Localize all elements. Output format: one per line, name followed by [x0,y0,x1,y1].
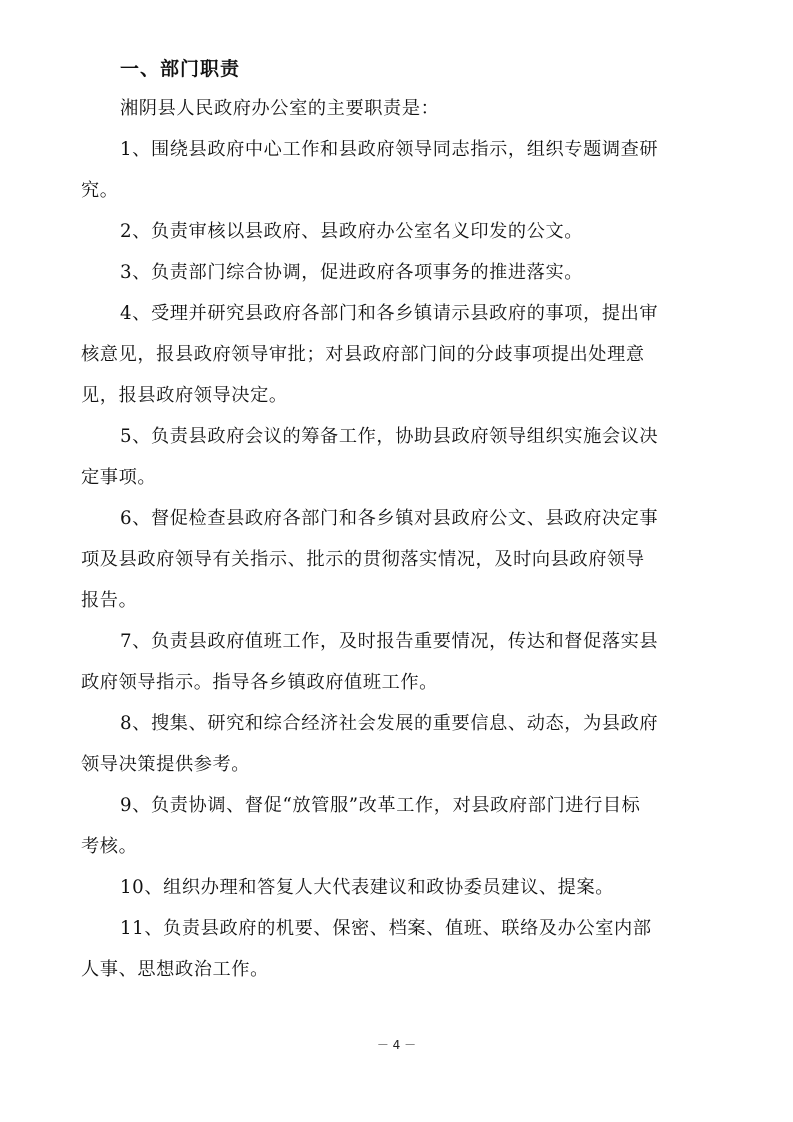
duty-paragraph-8 [81,703,680,785]
page-number: － 4 － [376,1038,417,1052]
intro-line: 湘阴县人民政府办公室的主要职责是： [120,98,440,119]
duty-11-line-2: 人事、思想政治工作。 [81,959,269,980]
duty-6-line-2: 项及县政府领导有关指示、批示的贯彻落实情况，及时向县政府领导 [81,549,645,570]
intro-paragraph [118,88,680,129]
duty-9-line-1: 9、负责协调、督促“放管服”改革工作，对县政府部门进行目标 [120,795,641,816]
duty-8-line-2: 领导决策提供参考。 [81,754,251,775]
duty-paragraph-3 [118,252,680,293]
duty-6-line-3: 报告。 [81,590,138,611]
duty-4-line-2: 核意见，报县政府领导审批；对县政府部门间的分歧事项提出处理意 [81,344,645,365]
duty-paragraph-10 [118,867,680,908]
duty-paragraph-4 [81,293,680,416]
duties-list [81,129,680,990]
duty-8-line-1: 8、搜集、研究和综合经济社会发展的重要信息、动态，为县政府 [120,713,659,734]
duty-paragraph-6 [81,498,680,621]
duty-4-line-1: 4、受理并研究县政府各部门和各乡镇请示县政府的事项，提出审 [120,303,659,324]
duty-3-line-1: 3、负责部门综合协调，促进政府各项事务的推进落实。 [120,262,584,283]
duty-7-line-1: 7、负责县政府值班工作，及时报告重要情况，传达和督促落实县 [120,631,659,652]
duty-paragraph-5 [81,416,680,498]
duty-4-line-3: 见，报县政府领导决定。 [81,385,288,406]
duty-1-line-1: 1、围绕县政府中心工作和县政府领导同志指示，组织专题调查研 [120,139,659,160]
section-heading: 一、部门职责 [120,58,241,80]
duty-5-line-1: 5、负责县政府会议的筹备工作，协助县政府领导组织实施会议决 [120,426,659,447]
duty-10-line-1: 10、组织办理和答复人大代表建议和政协委员建议、提案。 [120,877,615,898]
duty-9-line-2: 考核。 [81,836,138,857]
duty-7-line-2: 政府领导指示。指导各乡镇政府值班工作。 [81,672,438,693]
duty-1-line-2: 究。 [81,180,119,201]
duty-paragraph-9 [81,785,680,867]
document-body [81,50,680,990]
duty-paragraph-1 [81,129,680,211]
duty-6-line-1: 6、督促检查县政府各部门和各乡镇对县政府公文、县政府决定事 [120,508,659,529]
duty-5-line-2: 定事项。 [81,467,157,488]
duty-paragraph-2 [118,211,680,252]
duty-2-line-1: 2、负责审核以县政府、县政府办公室名义印发的公文。 [120,221,584,242]
duty-paragraph-11 [81,908,680,990]
duty-11-line-1: 11、负责县政府的机要、保密、档案、值班、联络及办公室内部 [120,918,652,939]
duty-paragraph-7 [81,621,680,703]
